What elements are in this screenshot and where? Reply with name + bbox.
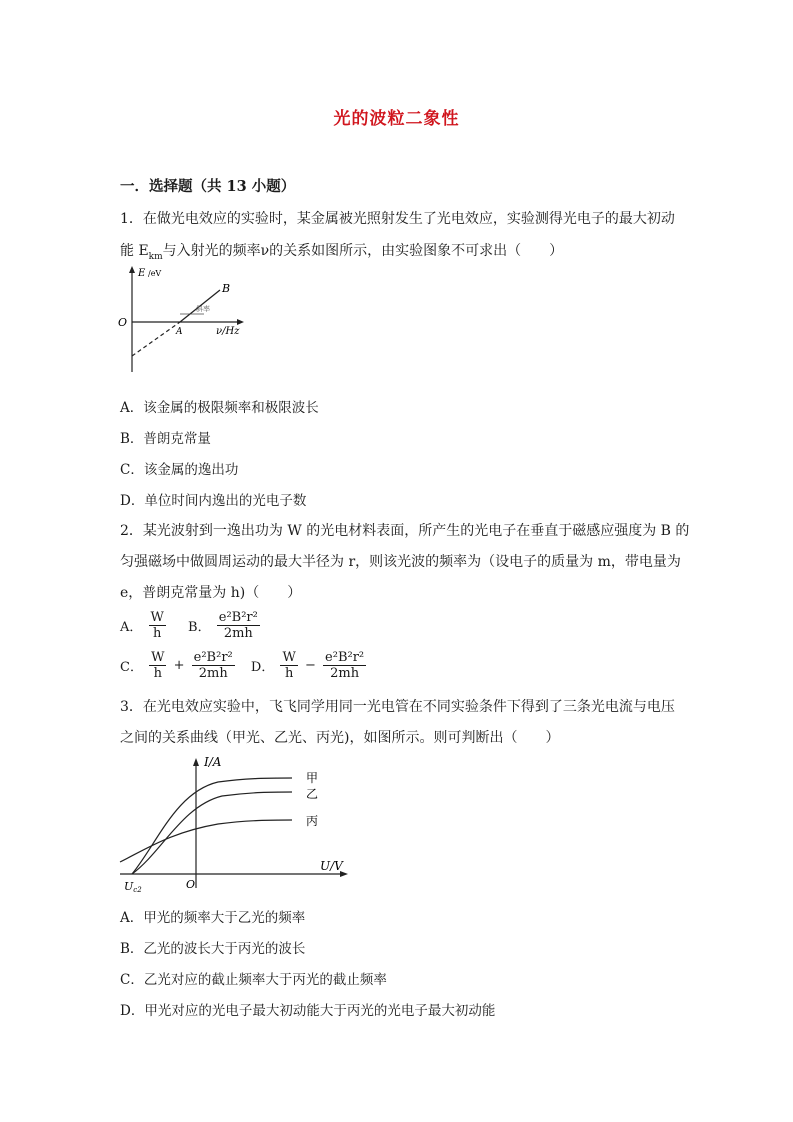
q2-option-c-label: C． xyxy=(120,660,143,675)
q3-text-line2: 之间的关系曲线（甲光、乙光、丙光)，如图所示。则可判断出（ ） xyxy=(120,730,560,746)
q1-point-A: A xyxy=(176,327,183,337)
q2-option-a-num: W xyxy=(150,610,164,625)
q2-option-c-den1: h xyxy=(153,666,162,681)
q3-option-d: D．甲光对应的光电子最大初动能大于丙光的光电子最大初动能 xyxy=(120,1003,496,1019)
q3-label-bing: 丙 xyxy=(306,814,319,828)
q2-option-a-label: A． xyxy=(120,620,143,635)
q3-uc2-label xyxy=(124,880,142,894)
q2-option-c-frac2 xyxy=(192,650,235,681)
q3-figure xyxy=(118,752,358,894)
q2-option-c-den2: 2mh xyxy=(198,666,228,681)
q1-dashed-extension xyxy=(132,322,180,356)
q1-option-b: B．普朗克常量 xyxy=(120,431,211,447)
q1-yunit: /eV xyxy=(148,269,162,278)
q2-option-c-num1: W xyxy=(151,650,165,665)
q1-x-arrow xyxy=(237,319,244,325)
q3-origin: O xyxy=(186,878,196,891)
q1-option-d: D．单位时间内逸出的光电子数 xyxy=(120,493,307,509)
q3-option-c: C．乙光对应的截止频率大于丙光的截止频率 xyxy=(120,972,387,988)
q2-option-d-label: D． xyxy=(250,660,275,675)
q2-option-b-den: 2mh xyxy=(223,626,253,641)
q3-y-arrow xyxy=(193,758,199,766)
q2-option-c-frac1 xyxy=(149,650,166,681)
q2-option-c-num2: e²B²r² xyxy=(193,650,233,665)
q1-xlabel: ν/Hz xyxy=(216,326,240,337)
q1-figure xyxy=(112,264,252,376)
q1-text-line2 xyxy=(120,240,563,262)
q3-ylabel: I/A xyxy=(204,755,222,769)
q1-text-line1: 1．在做光电效应的实验时，某金属被光照射发生了光电效应，实验测得光电子的最大初动 xyxy=(120,211,675,227)
q2-text-line1: 2．某光波射到一逸出功为 W 的光电材料表面，所产生的光电子在垂直于磁感应强度为 B 的 xyxy=(120,523,690,539)
q2-option-b-num: e²B²r² xyxy=(218,610,258,625)
q1-option-a: A．该金属的极限频率和极限波长 xyxy=(120,400,319,416)
q3-xlabel: U/V xyxy=(320,859,343,873)
q2-option-c-op: + xyxy=(173,658,185,673)
q2-option-d-op: − xyxy=(305,658,316,673)
q2-option-d-num2: e²B²r² xyxy=(325,650,365,665)
q3-option-b: B．乙光的波长大于丙光的波长 xyxy=(120,941,306,957)
q1-y-arrow xyxy=(129,266,135,273)
q3-option-a: A．甲光的频率大于乙光的频率 xyxy=(120,910,306,926)
q2-option-d-num1: W xyxy=(282,650,296,665)
q2-options-ab xyxy=(120,610,262,641)
q1-line2-post: 与入射光的频率ν的关系如图所示，由实验图象不可求出（ ） xyxy=(162,243,564,259)
q1-line2-sub: km xyxy=(148,251,163,262)
q2-option-a-den: h xyxy=(153,626,162,641)
q2-options-cd xyxy=(120,650,368,681)
q2-option-a-fraction xyxy=(149,610,166,641)
q2-option-d-den1: h xyxy=(284,666,294,681)
q2-text-line3: e，普朗克常量为 h)（ ） xyxy=(120,585,302,601)
q2-option-b-label: B． xyxy=(188,620,211,635)
q1-option-c: C．该金属的逸出功 xyxy=(120,462,239,478)
q1-origin: O xyxy=(118,316,128,329)
q2-option-d-frac2 xyxy=(323,650,366,681)
q1-line2-pre: 能 E xyxy=(120,243,149,259)
q1-ylabel: E xyxy=(138,268,146,279)
q3-uc2-main: U xyxy=(124,880,134,893)
q3-label-jia: 甲 xyxy=(306,771,319,785)
q2-option-d-den2: 2mh xyxy=(330,666,360,681)
q2-option-b-fraction xyxy=(217,610,260,641)
q1-slope-label: 斜率 xyxy=(196,305,210,313)
section-heading: 一．选择题（共 13 小题） xyxy=(120,178,296,195)
q2-option-d-frac1 xyxy=(280,650,297,681)
q3-label-yi: 乙 xyxy=(306,787,319,801)
q3-curve-yi xyxy=(132,792,292,874)
q1-point-B: B xyxy=(222,282,231,295)
page-title: 光的波粒二象性 xyxy=(333,109,460,129)
q2-text-line2: 匀强磁场中做圆周运动的最大半径为 r，则该光波的频率为（设电子的质量为 m，带电量为 xyxy=(120,554,681,570)
q3-uc2-sub: c2 xyxy=(133,886,142,894)
q3-text-line1: 3．在光电效应实验中，飞飞同学用同一光电管在不同实验条件下得到了三条光电流与电压 xyxy=(120,699,675,715)
